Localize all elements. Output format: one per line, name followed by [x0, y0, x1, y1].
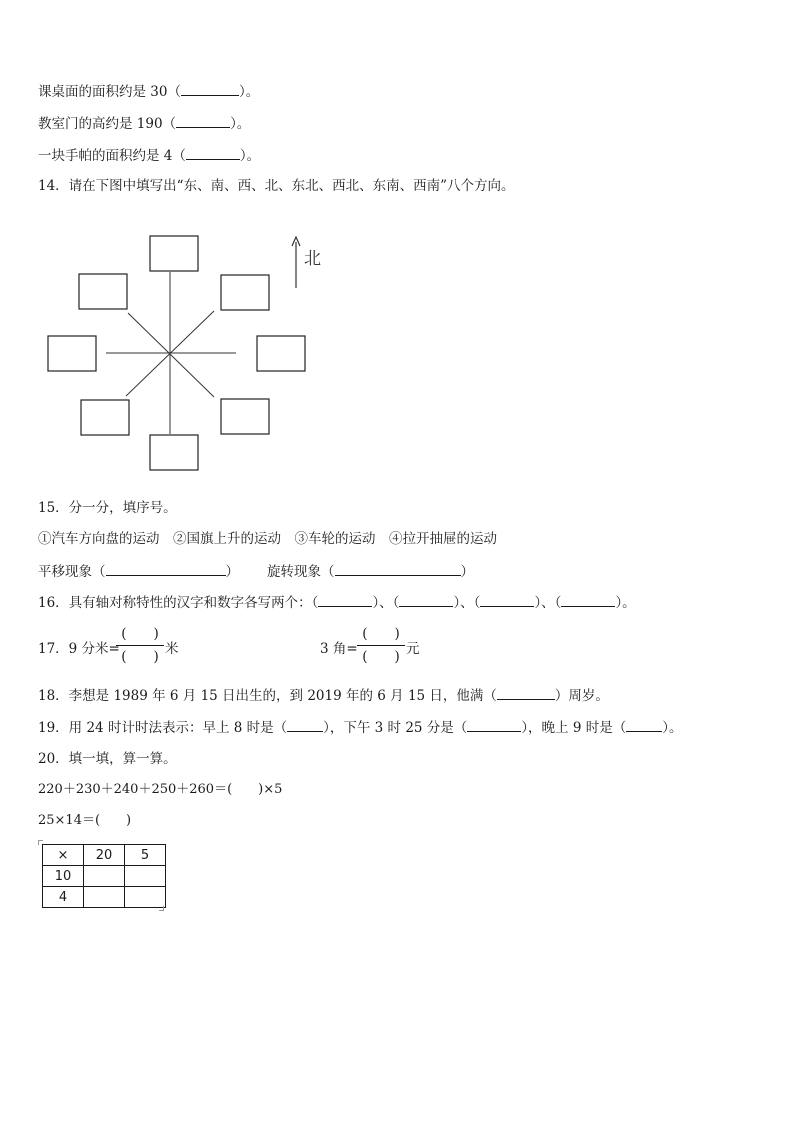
- direction-box-bottom-left[interactable]: [81, 400, 129, 435]
- table-cell-blank[interactable]: [84, 887, 125, 908]
- q13-door-line: [38, 114, 250, 133]
- direction-box-top[interactable]: [150, 236, 198, 271]
- q19-part-1: 19．用 24 时计时法表示：早上 8 时是（: [38, 720, 288, 736]
- q13-door-blank[interactable]: [176, 114, 230, 128]
- table-row: [43, 887, 166, 908]
- direction-box-bottom[interactable]: [150, 435, 198, 470]
- q13-door-prefix: 教室门的高约是 190（: [38, 116, 177, 132]
- q17-right-prefix: 3 角=: [320, 641, 358, 657]
- q17-right-fraction[interactable]: [357, 625, 405, 666]
- q16-blank-4[interactable]: [561, 593, 615, 607]
- q13-handkerchief-blank[interactable]: [186, 146, 240, 160]
- q17-left-fraction-bar: [116, 645, 164, 646]
- table-cell-blank[interactable]: [84, 866, 125, 887]
- direction-box-bottom-right[interactable]: [221, 399, 269, 434]
- q16-blank-2[interactable]: [399, 593, 453, 607]
- q13-desk-line: [38, 82, 259, 101]
- q19-blank-morning[interactable]: [287, 718, 323, 732]
- translation-blank[interactable]: [106, 562, 226, 576]
- q18-line: [38, 686, 609, 705]
- table-corner-mark: [159, 906, 164, 911]
- q13-door-suffix: ）。: [230, 116, 251, 132]
- table-row: [43, 866, 166, 887]
- q16-blank-1[interactable]: [318, 593, 372, 607]
- q13-desk-blank[interactable]: [181, 82, 239, 96]
- q19-blank-evening[interactable]: [626, 718, 662, 732]
- q16-blank-3[interactable]: [480, 593, 534, 607]
- compass-diagonal-nw-se: [128, 313, 214, 397]
- q19-part-4: ）。: [662, 720, 683, 736]
- q13-desk-prefix: 课桌面的面积约是 30（: [38, 84, 181, 100]
- table-header-cell: 20: [84, 845, 125, 866]
- q16-line: [38, 593, 636, 612]
- direction-box-top-right[interactable]: [221, 275, 269, 310]
- table-cell-blank[interactable]: [125, 866, 166, 887]
- q17-right-unit: 元: [406, 641, 420, 657]
- q15-answer-line: [38, 562, 474, 581]
- rotation-blank[interactable]: [335, 562, 461, 576]
- q17-left-unit: 米: [165, 641, 179, 657]
- q17-right-numerator[interactable]: ( ): [362, 626, 400, 642]
- q14-question: 14．请在下图中填写出“东、南、西、北、东北、西北、东南、西南”八个方向。: [38, 178, 515, 194]
- table-row-label: 10: [43, 866, 84, 887]
- q17-left-denominator[interactable]: ( ): [121, 649, 159, 665]
- table-header-row: [43, 845, 166, 866]
- q15-options: ①汽车方向盘的运动 ②国旗上升的运动 ③车轮的运动 ④拉开抽屉的运动: [38, 531, 497, 547]
- north-label: 北: [304, 249, 321, 269]
- q17-right-fraction-bar: [357, 645, 405, 646]
- rotation-close: ）: [460, 564, 474, 580]
- q18-question: 18．李想是 1989 年 6 月 15 日出生的，到 2019 年的 6 月 15 日，他满（: [38, 688, 497, 704]
- table-corner-mark: [38, 840, 43, 845]
- direction-box-left[interactable]: [48, 336, 96, 371]
- q19-blank-afternoon[interactable]: [467, 718, 521, 732]
- q20-expression-1: 220＋230＋240＋250＋260＝( )×5: [38, 782, 283, 797]
- q16-end: ）。: [615, 595, 636, 611]
- translation-label: 平移现象（: [38, 564, 106, 580]
- table-header-cell: 5: [125, 845, 166, 866]
- q19-part-2: ），下午 3 时 25 分是（: [323, 720, 468, 736]
- compass-diagram: [40, 222, 340, 474]
- q13-desk-suffix: ）。: [238, 84, 260, 100]
- q13-handkerchief-suffix: ）。: [239, 148, 261, 164]
- q18-blank[interactable]: [497, 686, 555, 700]
- q13-handkerchief-prefix: 一块手帕的面积约是 4（: [38, 148, 186, 164]
- q20-question: 20．填一填，算一算。: [38, 751, 177, 767]
- table-header-cell: ×: [43, 845, 84, 866]
- q19-part-3: ），晚上 9 时是（: [521, 720, 627, 736]
- q16-sep-2: ）、（: [453, 595, 481, 611]
- multiplication-table: [42, 844, 166, 908]
- q13-handkerchief-line: [38, 146, 260, 165]
- rotation-label: 旋转现象（: [267, 564, 335, 580]
- translation-close: ）: [225, 564, 239, 580]
- table-cell-blank[interactable]: [125, 887, 166, 908]
- q17-right-denominator[interactable]: ( ): [362, 649, 400, 665]
- q16-sep-1: ）、（: [372, 595, 400, 611]
- q18-suffix: ）周岁。: [554, 688, 609, 704]
- q15-question: 15．分一分，填序号。: [38, 500, 177, 516]
- q17-left-prefix: 17．9 分米=: [38, 641, 120, 657]
- q16-sep-3: ）、（: [534, 595, 562, 611]
- q19-line: [38, 718, 682, 737]
- q20-expression-2: 25×14＝( ): [38, 813, 132, 828]
- q17-left-numerator[interactable]: ( ): [121, 626, 159, 642]
- direction-box-top-left[interactable]: [79, 274, 127, 309]
- direction-box-right[interactable]: [257, 336, 305, 371]
- q16-question: 16．具有轴对称特性的汉字和数字各写两个：（: [38, 595, 319, 611]
- q17-left-fraction[interactable]: [116, 625, 164, 666]
- table-row-label: 4: [43, 887, 84, 908]
